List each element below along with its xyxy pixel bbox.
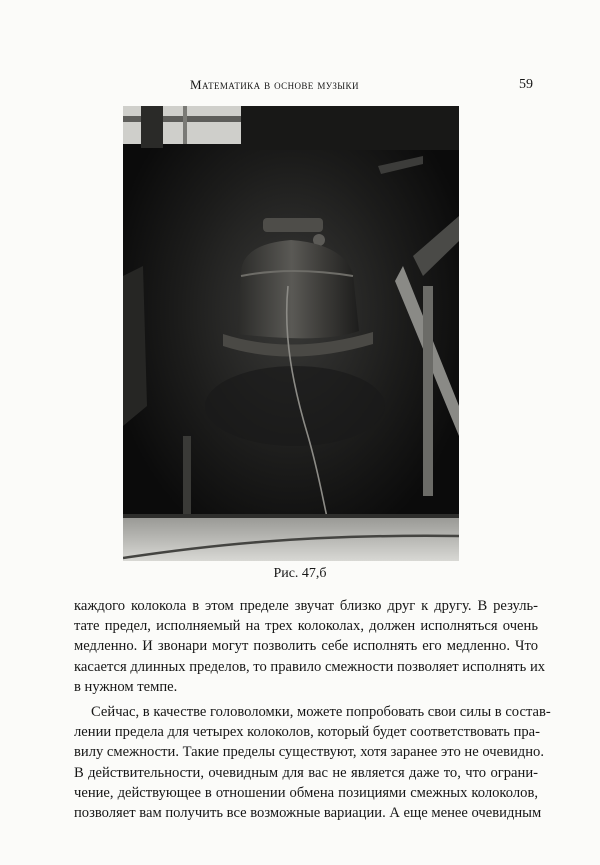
body-text (74, 596, 551, 823)
paragraph-1 (74, 596, 546, 697)
bell-photo (123, 106, 459, 561)
text-line: в нужном темпе. (74, 678, 178, 695)
text-line: медленно. И звонари могут позволить себе исполнять его медленно. Что (74, 638, 538, 655)
running-header (74, 77, 539, 97)
page-number: 59 (519, 77, 533, 92)
text-line: касается длинных пределов, то правило смежности позволяет исполнять их (74, 658, 546, 675)
paragraph-2 (74, 702, 551, 823)
running-title: Математика в основе музыки (190, 77, 359, 92)
text-line: В действительности, очевидным для вас не является даже то, что ограни- (74, 764, 538, 781)
text-line: тате предел, исполняемый на трех колоколах, должен исполняться очень (74, 618, 538, 635)
text-line: чение, действующее в отношении обмена позициями смежных колоколов, (74, 784, 538, 801)
text-line: вилу смежности. Такие пределы существуют, хотя заранее это не очевидно. (74, 744, 544, 761)
text-line: каждого колокола в этом пределе звучат близко друг к другу. В резуль- (74, 598, 538, 614)
text-line: лении предела для четырех колоколов, который будет соответствовать пра- (74, 724, 541, 741)
text-line: Сейчас, в качестве головоломки, можете попробовать свои силы в состав- (91, 704, 551, 721)
text-line: позволяет вам получить все возможные вариации. А еще менее очевидным (74, 805, 542, 822)
figure-caption: Рис. 47,б (273, 566, 327, 581)
